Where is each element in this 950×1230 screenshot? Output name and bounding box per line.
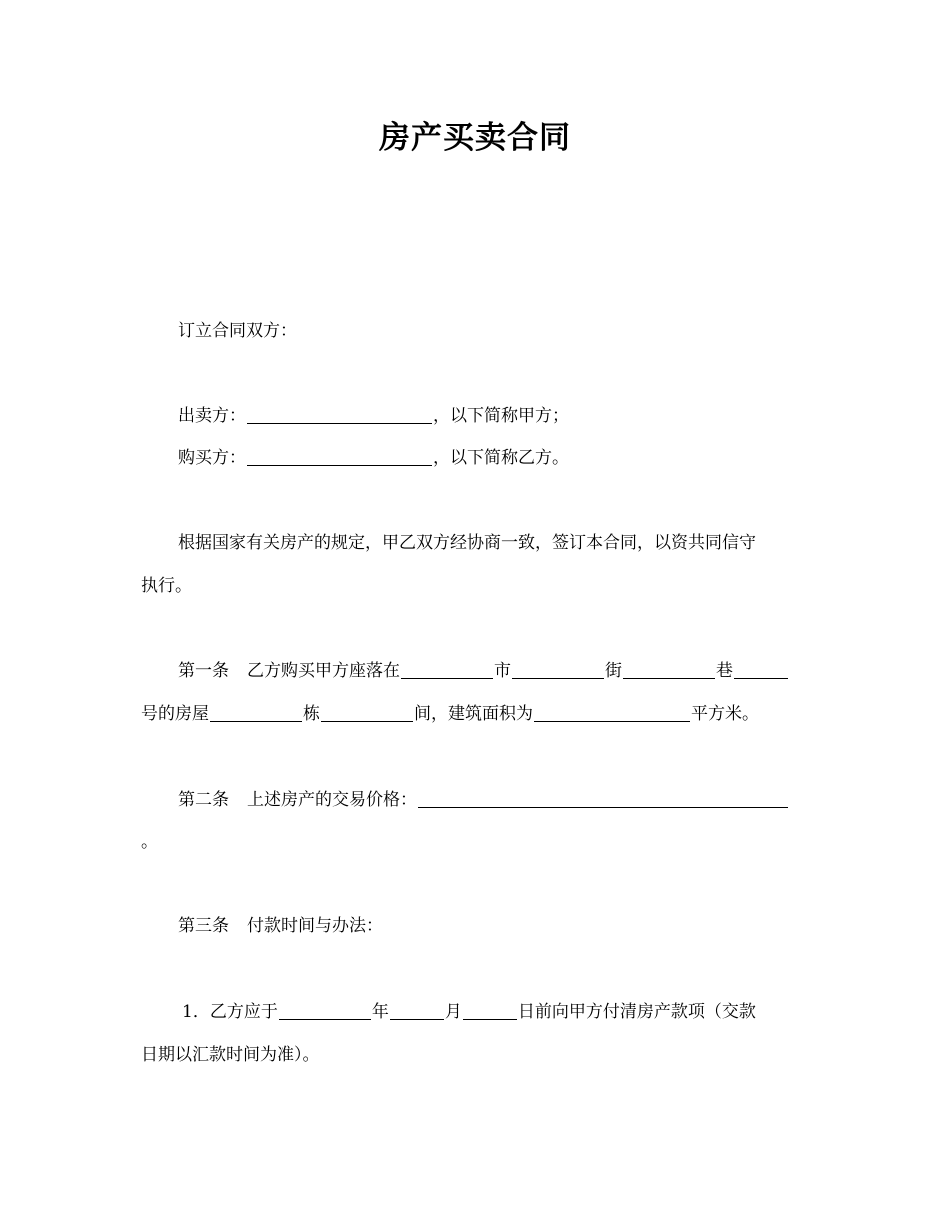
article1-text-a: 乙方购买甲方座落在 [247,661,400,681]
article2-text: 上述房产的交易价格： [247,790,417,810]
article3-line [178,915,383,937]
item1-text-a: 乙方应于 [209,1002,278,1022]
city-label: 市 [494,661,511,681]
item1-line-2: 日期以汇款时间为准）。 [141,1045,320,1065]
year-label: 年 [371,1002,389,1022]
price-blank[interactable] [418,791,788,808]
item1-number: 1． [182,1002,210,1022]
preamble-line-1: 根据国家有关房产的规定，甲乙双方经协商一致，签订本合同，以资共同信守 [178,533,756,553]
preamble-line-2: 执行。 [141,576,192,596]
street-blank[interactable] [512,662,604,679]
parties-intro: 订立合同双方： [178,321,297,341]
day-blank[interactable] [463,1003,517,1020]
seller-suffix: ，以下简称甲方； [433,406,569,426]
buyer-suffix: ，以下简称乙方。 [433,448,569,468]
seller-label: 出卖方： [178,406,246,426]
number-blank[interactable] [734,662,788,679]
article1-line-1 [178,660,789,682]
building-label: 栋 [303,704,320,724]
street-label: 街 [605,661,622,681]
month-blank[interactable] [390,1003,444,1020]
area-unit: 平方米。 [691,704,759,724]
article2-end: 。 [141,832,158,852]
buyer-line [178,447,569,469]
month-label: 月 [444,1002,462,1022]
building-blank[interactable] [210,705,302,722]
article1-label: 第一条 [178,661,229,681]
article1-text-b: 号的房屋 [141,704,209,724]
article1-line-2 [141,703,759,725]
year-blank[interactable] [279,1003,371,1020]
city-blank[interactable] [401,662,493,679]
item1-line-1 [182,1001,756,1023]
article3-label: 第三条 [178,916,229,936]
room-label: 间，建筑面积为 [414,704,533,724]
area-blank[interactable] [534,705,690,722]
lane-label: 巷 [716,661,733,681]
lane-blank[interactable] [623,662,715,679]
seller-line [178,405,569,427]
room-blank[interactable] [321,705,413,722]
buyer-label: 购买方： [178,448,246,468]
article3-text: 付款时间与办法： [247,916,383,936]
seller-name-blank[interactable] [247,407,432,424]
buyer-name-blank[interactable] [247,449,432,466]
article2-label: 第二条 [178,790,229,810]
item1-text-b: 日前向甲方付清房产款项（交款 [517,1002,756,1022]
article2-line-1 [178,789,789,811]
page-title: 房产买卖合同 [379,120,571,156]
